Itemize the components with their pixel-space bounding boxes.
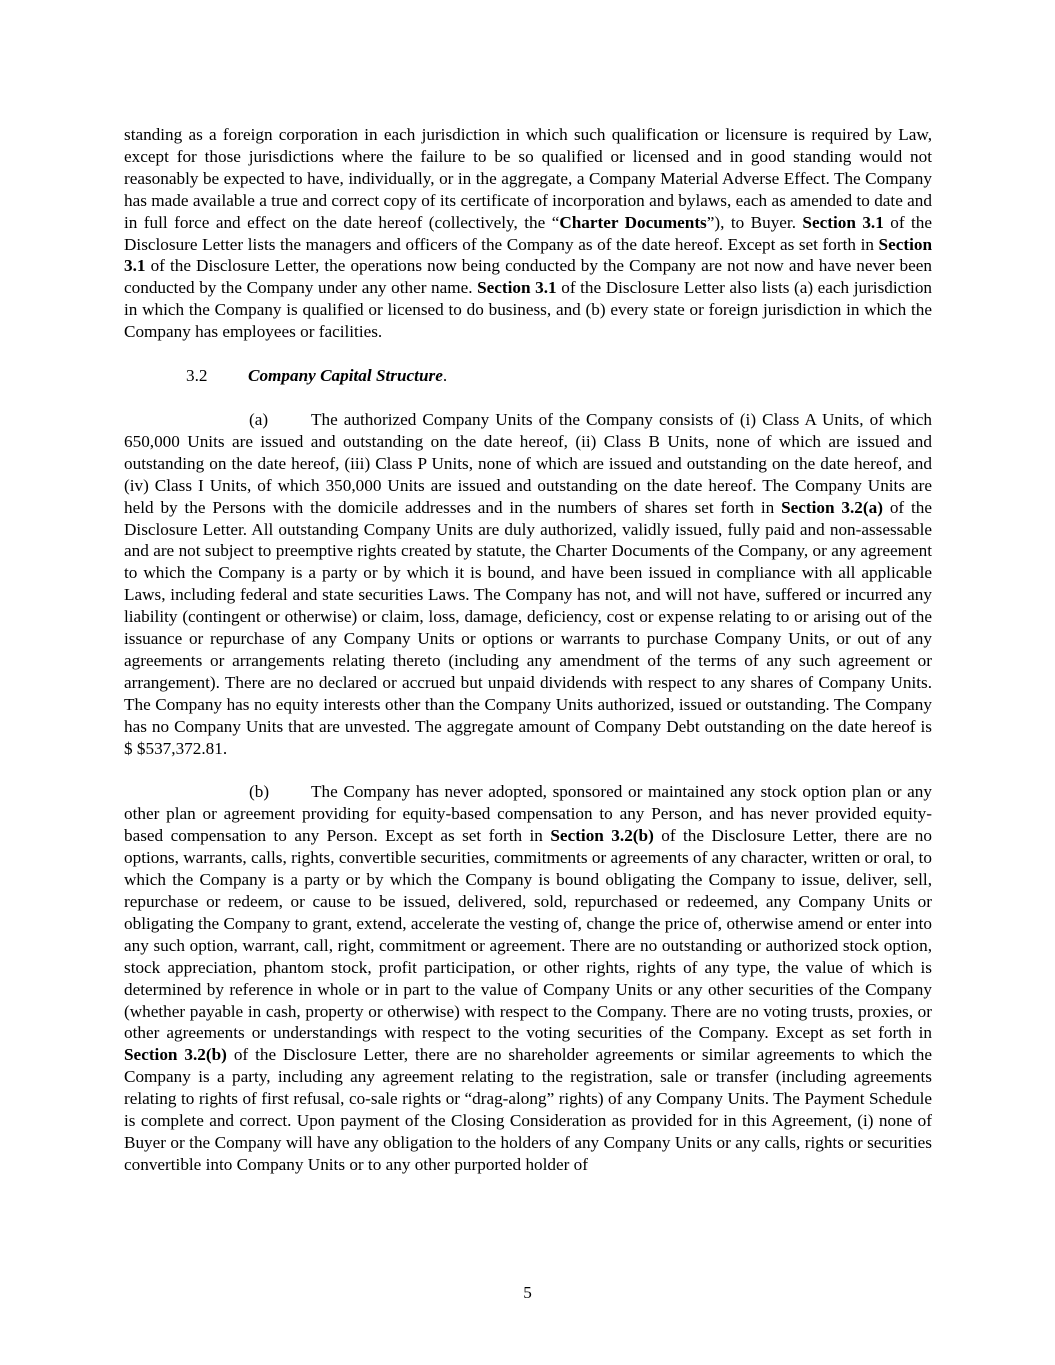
- section-ref-3-2-b-second: Section 3.2(b): [124, 1045, 227, 1065]
- section-title: Company Capital Structure: [248, 366, 443, 386]
- intro-text-4: of the Disclosure Letter, the operations now being conducted by the Company are not now and have never been conducted by the Company under any other name.: [124, 256, 932, 298]
- intro-text-5: of the Disclosure Letter also lists (a) each jurisdiction in which the Company is qualified or licensed to do business, and (b) every state or foreign jurisdiction in which the Company has employees or facilities.: [124, 278, 933, 342]
- intro-text-3: of the Disclosure Letter lists the managers and officers of the Company as of the date hereof. Except as set forth in: [124, 212, 932, 254]
- paragraph-b-text-3: of the Disclosure Letter, there are no shareholder agreements or similar agreements to which the Company is a party, including any agreement relating to the registration, sale or transfer (including agreements relating to rights of first refusal, co-sale rights or “drag-along” rights) of any Company Units. The Payment Schedule is complete and correct. Upon payment of the Closing Consideration as provided for in this Agreement, (i) none of Buyer or the Company will have any obligation to the holders of any Company Units or any calls, rights or securities convertible into Company Units or to any other purported holder of: [124, 1045, 933, 1174]
- section-ref-3-2-a: Section 3.2(a): [781, 497, 883, 517]
- paragraph-a-text-2: of the Disclosure Letter. All outstanding Company Units are duly authorized, validly issued, fully paid and non-assessable and are not subject to preemptive rights created by statute, the Charter Documents of the Company, or any agreement to which the Company is a party or by which it is bound, and have been issued in compliance with all applicable Laws, including federal and state securities Laws. The Company has not, and will not have, suffered or incurred any liability (contingent or otherwise) or claim, loss, damage, deficiency, cost or expense relating to or arising out of the issuance or repurchase of any Company Units or options or warrants to purchase Company Units, or out of any agreements or arrangements relating thereto (including any amendment of the terms of any such agreement or arrangement). There are no declared or accrued but unpaid dividends with respect to any shares of Company Units. The Company has no equity interests other than the Company Units authorized, issued or outstanding. The Company has no Company Units that are unvested. The aggregate amount of Company Debt outstanding on the date hereof is $ $537,372.81.: [124, 497, 933, 758]
- intro-text-1: standing as a foreign corporation in each jurisdiction in which such qualification or licensure is required by Law, except for those jurisdictions where the failure to be so qualified or licensed and in good standing would not reasonably be expected to have, individually, or in the aggregate, a Company Material Adverse Effect. The Company has made available a true and correct copy of its certificate of incorporation and bylaws, each as amended to date and in full force and effect on the date hereof (collectively, the “: [124, 125, 932, 232]
- section-title-period: .: [442, 366, 448, 386]
- section-ref-3-2-b-first: Section 3.2(b): [550, 826, 654, 846]
- paragraph-a-text-1: The authorized Company Units of the Company consists of (i) Class A Units, of which 650,000 Units are issued and outstanding on the date hereof, (ii) Class B Units, none of which are issued and outstanding on the date hereof, (iii) Class P Units, none of which are issued and outstanding on the date hereof, and (iv) Class I Units, of which 350,000 Units are issued and outstanding on the date hereof. The Company Units are held by the Persons with the domicile addresses and in the numbers of shares set forth in: [124, 409, 932, 517]
- term-charter-documents: Charter Documents: [559, 212, 707, 232]
- paragraph-b-text-2: of the Disclosure Letter, there are no options, warrants, calls, rights, convertible securities, commitments or agreements of any character, written or oral, to which the Company is a party or by which the Company is bound obligating the Company to issue, deliver, sell, repurchase or redeem, or cause to be issued, delivered, sold, repurchased or redeemed, any Company Units or obligating the Company to grant, extend, accelerate the vesting of, change the price of, otherwise amend or enter into any such option, warrant, call, right, commitment or agreement. There are no outstanding or authorized stock option, stock appreciation, phantom stock, profit participation, or other rights, rights of any type, the value of which is determined by reference in whole or in part to the value of Company Units or any other securities of the Company (whether payable in cash, property or otherwise) with respect to the Company. There are no voting trusts, proxies, or other agreements or understandings with respect to the voting securities of the Company. Except as set forth in: [124, 826, 932, 1043]
- section-ref-3-1-c: Section 3.1: [477, 278, 557, 298]
- page-number: 5: [523, 1283, 532, 1302]
- paragraph-b-text-1: The Company has never adopted, sponsored or maintained any stock option plan or any other plan or agreement providing for equity-based compensation to any Person, and has never provided equity-based compensation to any Person. Except as set forth in: [124, 782, 932, 846]
- paragraph-b-label: (b): [249, 782, 270, 802]
- intro-paragraph: [124, 124, 932, 343]
- intro-text-2: ”), to Buyer.: [706, 212, 803, 232]
- section-ref-3-1-b: Section 3.1: [124, 234, 932, 276]
- paragraph-a: [124, 409, 932, 760]
- section-number: 3.2: [186, 366, 208, 386]
- paragraph-a-label: (a): [249, 409, 269, 429]
- section-heading: [124, 365, 932, 387]
- page-body: [124, 124, 932, 1176]
- section-ref-3-1-a: Section 3.1: [802, 212, 884, 232]
- paragraph-b: [124, 781, 932, 1175]
